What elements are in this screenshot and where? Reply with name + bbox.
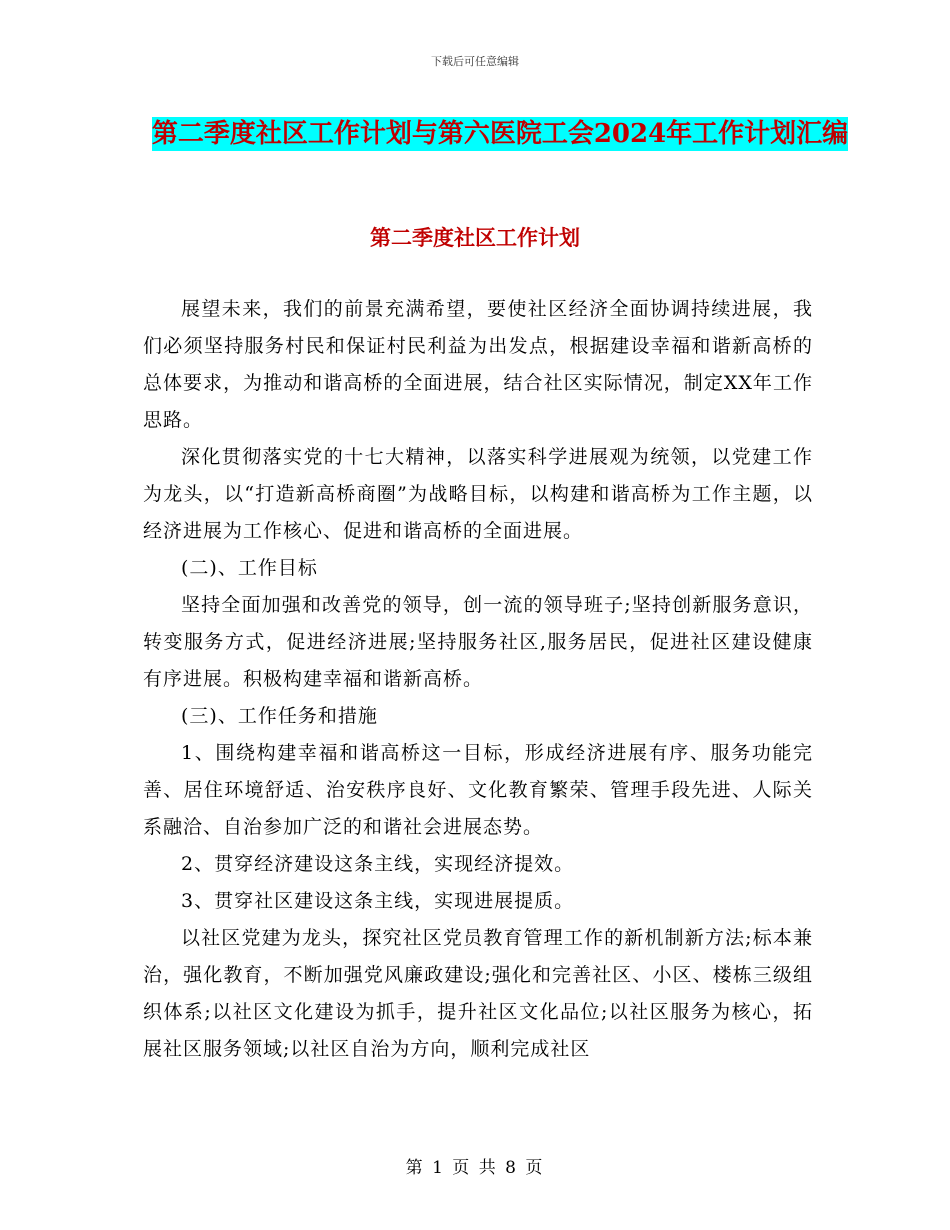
paragraph: 3、贯穿社区建设这条主线，实现进展提质。 — [181, 890, 575, 912]
section-title: 第二季度社区工作计划 — [370, 225, 580, 250]
body-text — [143, 291, 813, 1068]
paragraph: 1、围绕构建幸福和谐高桥这一目标，形成经济进展有序、服务功能完善、居住环境舒适、治安秩序良好、文化教育繁荣、管理手段先进、人际关系融洽、自治参加广泛的和谐社会进展态势。 — [143, 742, 813, 838]
document-title-text: 第二季度社区工作计划与第六医院工会2024年工作计划汇编 — [151, 119, 849, 149]
paragraph: 以社区党建为龙头，探究社区党员教育管理工作的新机制新方法;标本兼治，强化教育，不断加强党风廉政建设;强化和完善社区、小区、楼栋三级组织体系;以社区文化建设为抓手，提升社区文化品位;以社区服务为核心，拓展社区服务领域;以社区自治为方向，顺利完成社区 — [143, 927, 813, 1060]
subheading: (三)、工作任务和措施 — [181, 705, 378, 727]
subheading: (二)、工作目标 — [181, 557, 318, 579]
document-title — [150, 112, 850, 156]
paragraph: 2、贯穿经济建设这条主线，实现经济提效。 — [181, 853, 575, 875]
paragraph: 深化贯彻落实党的十七大精神，以落实科学进展观为统领，以党建工作为龙头，以“打造新高桥商圈”为战略目标，以构建和谐高桥为工作主题，以经济进展为工作核心、促进和谐高桥的全面进展。 — [143, 446, 813, 542]
paragraph: 坚持全面加强和改善党的领导，创一流的领导班子;坚持创新服务意识，转变服务方式，促进经济进展;坚持服务社区,服务居民，促进社区建设健康有序进展。积极构建幸福和谐新高桥。 — [143, 594, 813, 690]
page-footer: 第 1 页 共 8 页 — [405, 1158, 545, 1178]
header-note: 下载后可任意编辑 — [431, 55, 519, 68]
paragraph: 展望未来，我们的前景充满希望，要使社区经济全面协调持续进展，我们必须坚持服务村民和保证村民利益为出发点，根据建设幸福和谐新高桥的总体要求，为推动和谐高桥的全面进展，结合社区实际情况，制定XX年工作思路。 — [143, 298, 813, 431]
